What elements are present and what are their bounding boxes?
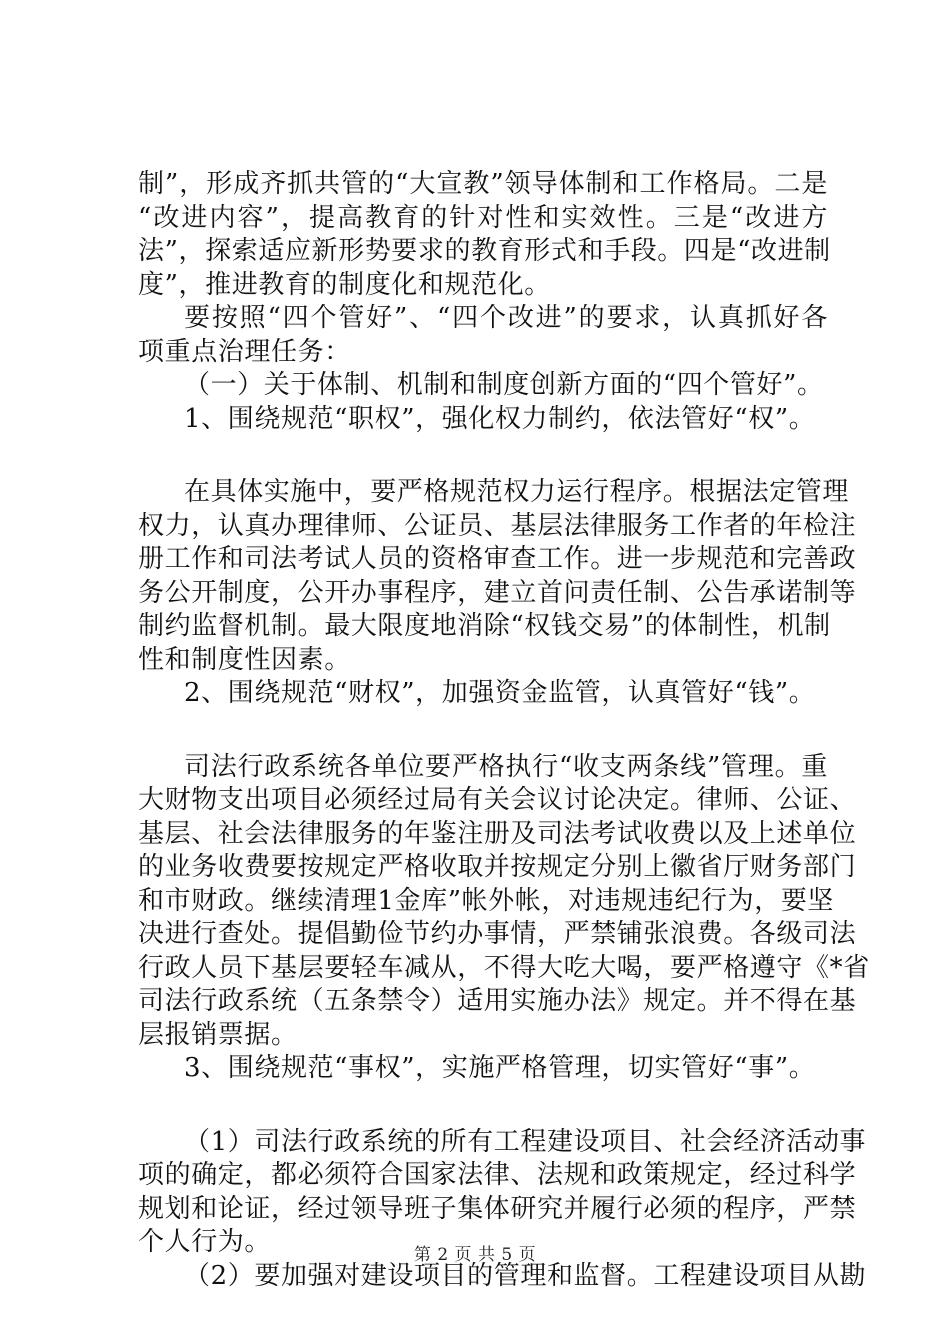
text-line: 行政人员下基层要轻车减从，不得大吃大喝，要严格遵守《*省: [138, 952, 870, 983]
text-line: 制”，形成齐抓共管的“大宣教”领导体制和工作格局。二是: [138, 169, 828, 199]
text-line: 项的确定，都必须符合国家法律、法规和政策规定，经过科学: [138, 1160, 857, 1190]
text-line: 个人行为。: [138, 1227, 272, 1257]
text-line: 层报销票据。: [138, 1019, 298, 1050]
text-line: （2）要加强对建设项目的管理和监督。工程建设项目从勘: [184, 1260, 867, 1291]
text-line: 项重点治理任务：: [138, 336, 351, 367]
text-line: 大财物支出项目必须经过局有关会议讨论决定。律师、公证、: [138, 785, 857, 815]
text-line: 1、围绕规范“职权”，强化权力制约，依法管好“权”。: [184, 403, 816, 434]
text-line: 法”，探索适应新形势要求的教育形式和手段。四是“改进制: [138, 236, 831, 266]
text-line: 和市财政。继续清理1金库”帐外帐，对违规违纪行为，要坚: [138, 885, 835, 916]
text-line: 3、围绕规范“事权”，实施严格管理，切实管好“事”。: [184, 1053, 816, 1083]
text-line: 在具体实施中，要严格规范权力运行程序。根据法定管理: [184, 477, 850, 507]
document-body: [138, 168, 870, 1293]
paragraph-gap: [138, 711, 828, 751]
paragraph-gap: [138, 1086, 828, 1126]
text-line: 制约监督机制。最大限度地消除“权钱交易”的体制性，机制: [138, 611, 831, 641]
text-line: 规划和论证，经过领导班子集体研究并履行必须的程序，严禁: [138, 1193, 857, 1224]
text-line: 度”，推进教育的制度化和规范化。: [138, 269, 551, 300]
text-line: 2、围绕规范“财权”，加强资金监管，认真管好“钱”。: [184, 678, 816, 708]
page-footer: 第 2 页 共 5 页: [413, 1245, 537, 1265]
text-line: 册工作和司法考试人员的资格审查工作。进一步规范和完善政: [138, 544, 857, 574]
paragraph-gap: [138, 436, 828, 476]
text-line: 司法行政系统（五条禁令）适用实施办法》规定。并不得在基: [138, 986, 857, 1016]
text-line: 性和制度性因素。: [138, 644, 351, 675]
text-line: 的业务收费要按规定严格收取并按规定分别上徽省厅财务部门: [138, 852, 857, 882]
text-line: （1）司法行政系统的所有工程建设项目、社会经济活动事: [184, 1126, 867, 1157]
text-line: 权力，认真办理律师、公证员、基层法律服务工作者的年检注: [138, 510, 857, 541]
text-line: 决进行查处。提倡勤俭节约办事情，严禁铺张浪费。各级司法: [138, 919, 857, 949]
text-line: “改进内容”，提高教育的针对性和实效性。三是“改进方: [138, 202, 828, 233]
text-line: 基层、社会法律服务的年鉴注册及司法考试收费以及上述单位: [138, 818, 857, 849]
text-line: 务公开制度，公开办事程序，建立首问责任制、公告承诺制等: [138, 577, 857, 608]
text-line: 司法行政系统各单位要严格执行“收支两条线”管理。重: [184, 751, 828, 782]
text-line: （一）关于体制、机制和制度创新方面的“四个管好”。: [184, 370, 824, 400]
text-line: 要按照“四个管好”、“四个改进”的要求，认真抓好各: [184, 303, 828, 333]
